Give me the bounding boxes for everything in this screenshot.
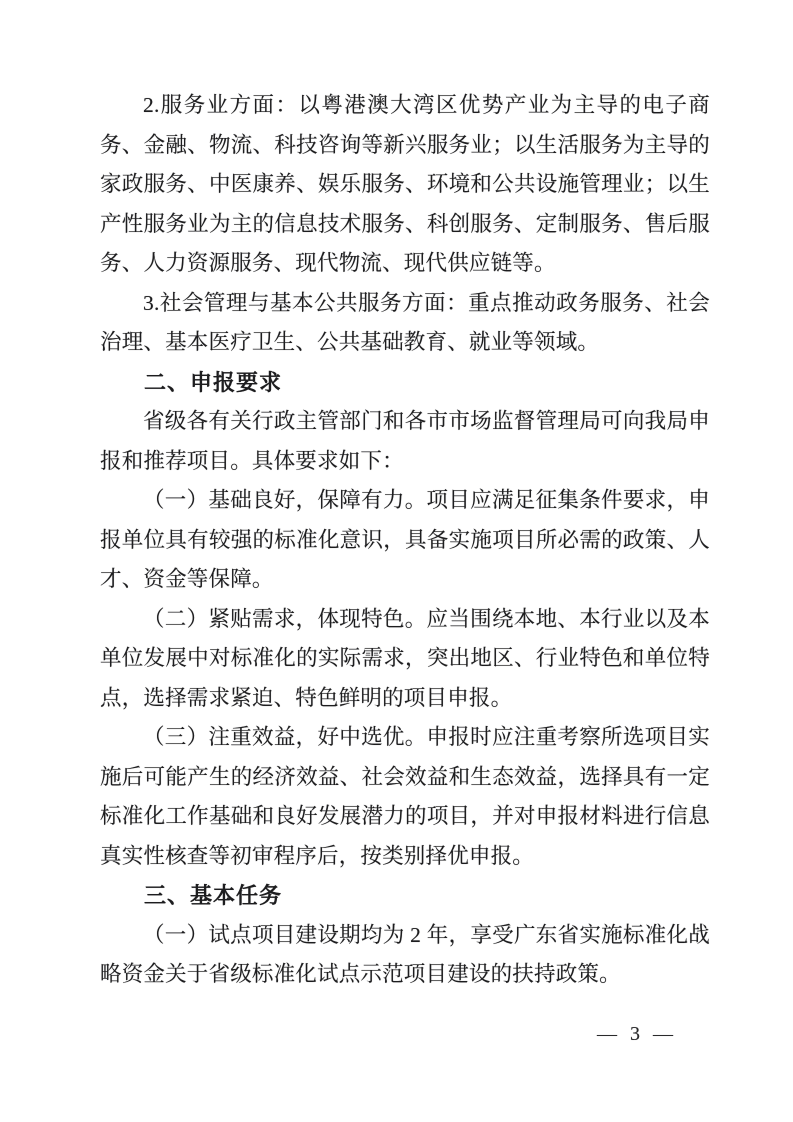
- paragraph-task-1: （一）试点项目建设期均为 2 年，享受广东省实施标准化战略资金关于省级标准化试点示范项目建设的扶持政策。: [100, 922, 710, 986]
- heading-basic-tasks: 三、基本任务: [144, 883, 283, 908]
- heading-application-requirements: 二、申报要求: [144, 369, 283, 395]
- paragraph-requirement-2: （二）紧贴需求，体现特色。应当围绕本地、本行业以及本单位发展中对标准化的实际需求，突出地区、行业特色和单位特点，选择需求紧迫、特色鲜明的项目申报。: [100, 606, 710, 710]
- paragraph-application-intro: 省级各有关行政主管部门和各市市场监督管理局可向我局申报和推荐项目。具体要求如下：: [100, 409, 710, 473]
- paragraph-social-management: 3.社会管理与基本公共服务方面：重点推动政务服务、社会治理、基本医疗卫生、公共基础教育、就业等领域。: [100, 290, 710, 354]
- paragraph-requirement-3: （三）注重效益，好中选优。申报时应注重考察所选项目实施后可能产生的经济效益、社会效益和生态效益，选择具有一定标准化工作基础和良好发展潜力的项目，并对申报材料进行信息真实性核查等初审程序后，按类别择优申报。: [100, 725, 710, 868]
- document-body: [100, 86, 710, 995]
- page-number: — 3 —: [597, 1023, 677, 1045]
- paragraph-service-industry: 2.服务业方面：以粤港澳大湾区优势产业为主导的电子商务、金融、物流、科技咨询等新兴服务业；以生活服务为主导的家政服务、中医康养、娱乐服务、环境和公共设施管理业；以生产性服务业为主的信息技术服务、科创服务、定制服务、售后服务、人力资源服务、现代物流、现代供应链等。: [100, 93, 710, 275]
- paragraph-requirement-1: （一）基础良好，保障有力。项目应满足征集条件要求，申报单位具有较强的标准化意识，具备实施项目所必需的政策、人才、资金等保障。: [100, 488, 710, 591]
